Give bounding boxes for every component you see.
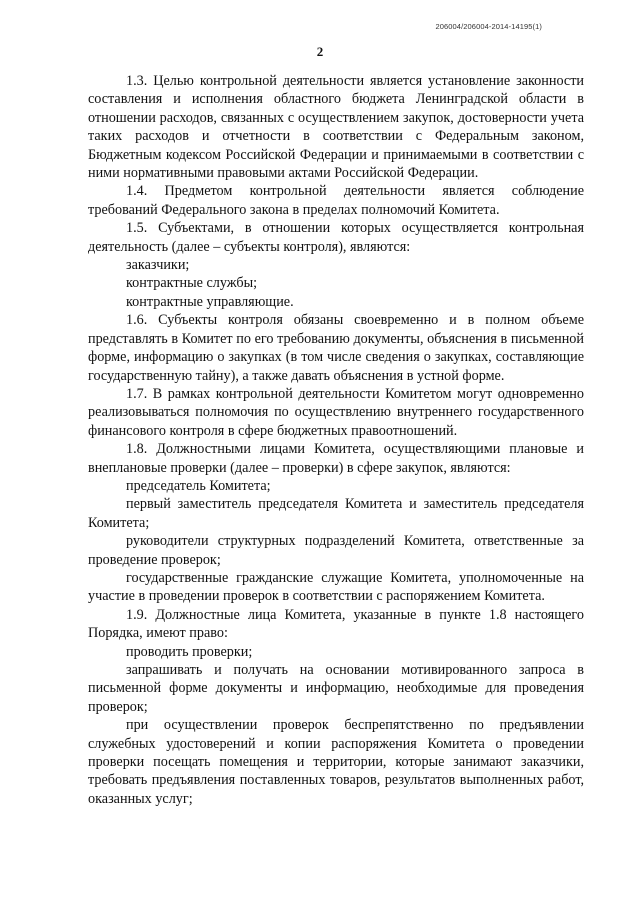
- paragraph-1-6: 1.6. Субъекты контроля обязаны своевременно и в полном объеме представлять в Комитет по его требованию документы, объяснения в письменной форме, информацию о закупках (в том числе сведения о закупках, составляющие государственную тайну), а также давать объяснения в устной форме.: [88, 312, 584, 384]
- list-item: запрашивать и получать на основании мотивированного запроса в письменной форме документы и информацию, необходимые для проведения проверок;: [88, 662, 584, 715]
- paragraph-1-7: 1.7. В рамках контрольной деятельности Комитетом могут одновременно реализовываться полномочия по осуществлению внутреннего государственного финансового контроля в сфере бюджетных правоотношений.: [88, 385, 584, 439]
- list-item: государственные гражданские служащие Комитета, уполномоченные на участие в проведении проверок в соответствии с распоряжением Комитета.: [88, 569, 584, 605]
- list-item: первый заместитель председателя Комитета и заместитель председателя Комитета;: [88, 496, 584, 531]
- list-item: заказчики;: [126, 257, 190, 274]
- paragraph-1-9: 1.9. Должностные лица Комитета, указанные в пункте 1.8 настоящего Порядка, имеют право:: [88, 606, 584, 642]
- list-item: контрактные службы;: [126, 275, 258, 292]
- document-body: [88, 72, 584, 808]
- list-item: председатель Комитета;: [126, 477, 271, 494]
- list-item: руководители структурных подразделений Комитета, ответственные за проведение проверок;: [88, 533, 584, 568]
- paragraph-1-5: 1.5. Субъектами, в отношении которых осуществляется контрольная деятельность (далее – субъекты контроля), являются:: [88, 220, 584, 255]
- paragraph-1-4: 1.4. Предметом контрольной деятельности является соблюдение требований Федерального закона в пределах полномочий Комитета.: [88, 183, 584, 218]
- paragraph-1-3: 1.3. Целью контрольной деятельности является установление законности составления и исполнения областного бюджета Ленинградской области в отношении расходов, связанных с осуществлением закупок, достоверности учета таких расходов и отчетности в соответствии с Федеральным законом, Бюджетным кодексом Российской Федерации и принимаемыми в соответствии с ними нормативными правовыми актами Российской Федерации.: [88, 73, 584, 182]
- paragraph-1-8: 1.8. Должностными лицами Комитета, осуществляющими плановые и внеплановые проверки (далее – проверки) в сфере закупок, являются:: [88, 441, 584, 476]
- list-item: проводить проверки;: [126, 643, 253, 660]
- page-number: 2: [316, 44, 324, 59]
- list-item: при осуществлении проверок беспрепятственно по предъявлении служебных удостоверений и копии распоряжения Комитета о проведении проверки посещать помещения и территории, которые занимают заказчики, требовать предъявления поставленных товаров, результатов выполненных работ, оказанных услуг;: [88, 717, 584, 807]
- list-item: контрактные управляющие.: [126, 293, 294, 310]
- document-id: 206004/206004-2014-14195(1): [435, 22, 542, 31]
